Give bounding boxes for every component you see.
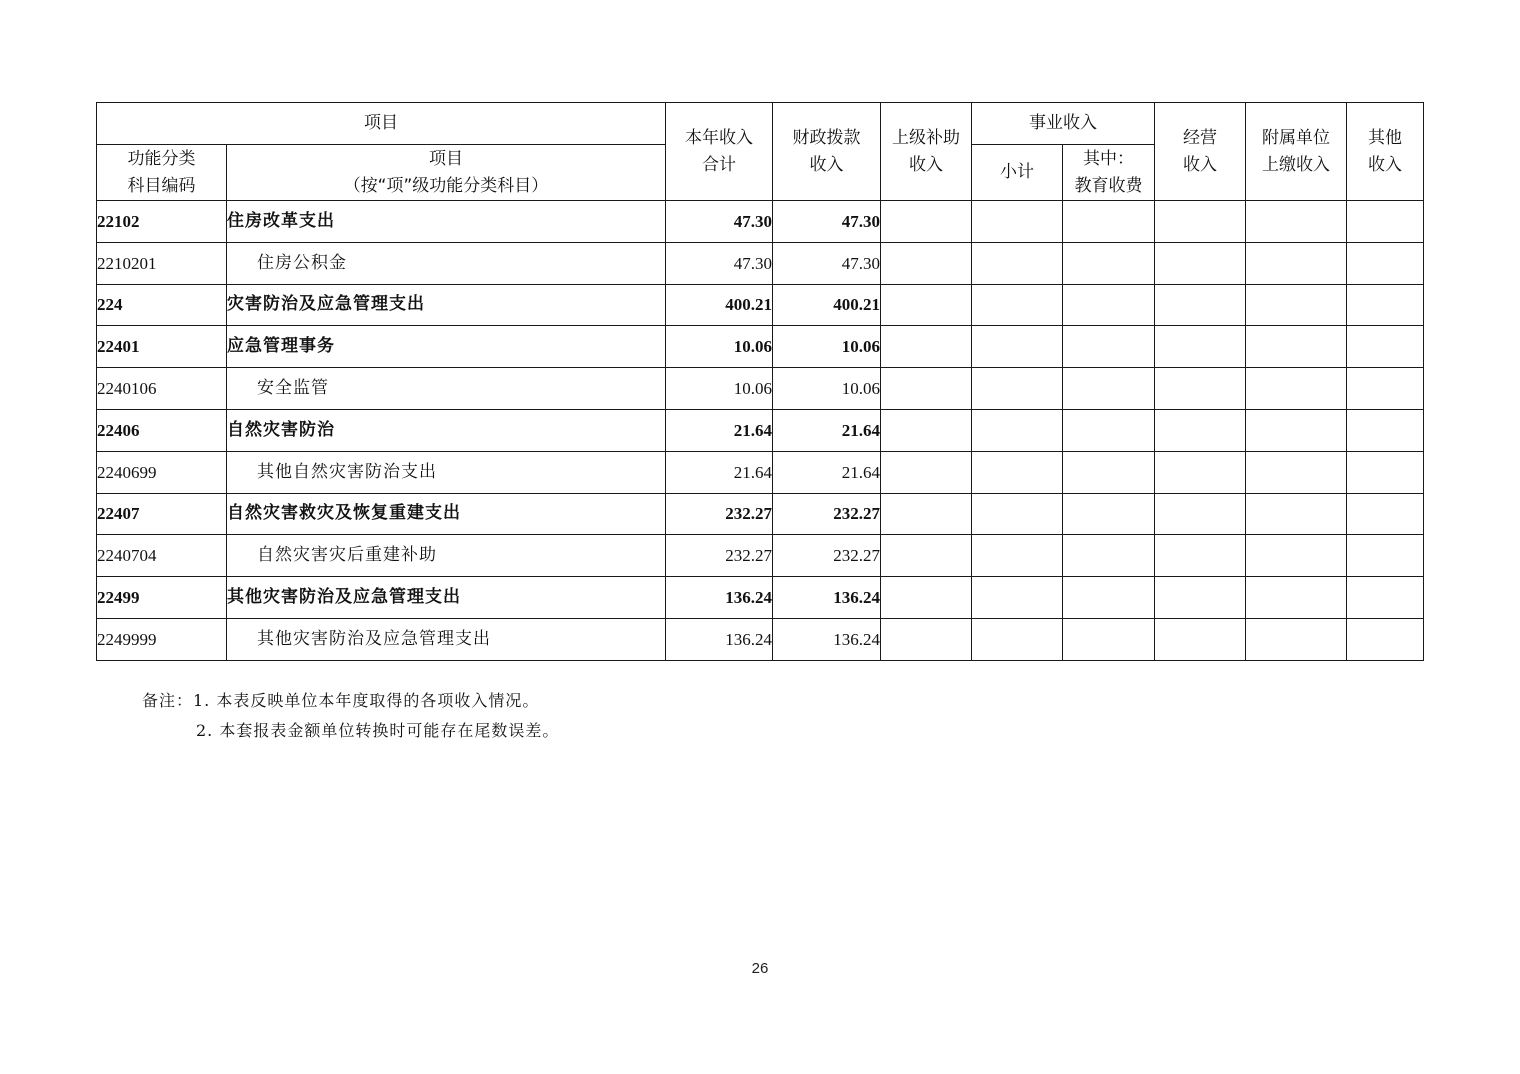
- row-business-education: [1063, 242, 1155, 284]
- row-other-income: [1347, 326, 1424, 368]
- header-business-education: 其中： 教育收费: [1063, 145, 1155, 201]
- note-line-1: 备注：1. 本表反映单位本年度取得的各项收入情况。: [142, 691, 540, 710]
- row-business-education: [1063, 535, 1155, 577]
- row-superior-subsidy: [881, 242, 972, 284]
- header-superior-subsidy: 上级补助 收入: [881, 103, 972, 201]
- row-fiscal-allocation: 21.64: [773, 451, 881, 493]
- row-superior-subsidy: [881, 326, 972, 368]
- row-fiscal-allocation: 10.06: [773, 368, 881, 410]
- row-operating-income: [1155, 409, 1246, 451]
- row-fiscal-allocation: 232.27: [773, 493, 881, 535]
- row-function-code: 22406: [97, 409, 227, 451]
- row-total-income: 10.06: [666, 368, 773, 410]
- row-other-income: [1347, 618, 1424, 660]
- header-total: 本年收入 合计: [666, 103, 773, 201]
- row-business-education: [1063, 326, 1155, 368]
- row-item-name: 自然灾害防治: [227, 409, 666, 451]
- row-superior-subsidy: [881, 493, 972, 535]
- row-operating-income: [1155, 451, 1246, 493]
- row-business-subtotal: [972, 618, 1063, 660]
- row-business-subtotal: [972, 493, 1063, 535]
- row-total-income: 232.27: [666, 535, 773, 577]
- row-item-name: 灾害防治及应急管理支出: [227, 284, 666, 326]
- table-row: [97, 242, 1424, 284]
- header-function-code: 功能分类 科目编码: [97, 145, 227, 201]
- header-operating-income: 经营 收入: [1155, 103, 1246, 201]
- row-affiliated-income: [1246, 451, 1347, 493]
- row-fiscal-allocation: 400.21: [773, 284, 881, 326]
- row-other-income: [1347, 409, 1424, 451]
- row-fiscal-allocation: 136.24: [773, 577, 881, 619]
- row-function-code: 22499: [97, 577, 227, 619]
- table-body: [97, 201, 1424, 661]
- row-superior-subsidy: [881, 201, 972, 243]
- row-affiliated-income: [1246, 368, 1347, 410]
- row-business-education: [1063, 493, 1155, 535]
- header-item-name: 项目 （按“项”级功能分类科目）: [227, 145, 666, 201]
- header-other-income: 其他 收入: [1347, 103, 1424, 201]
- row-function-code: 224: [97, 284, 227, 326]
- row-business-subtotal: [972, 409, 1063, 451]
- row-other-income: [1347, 493, 1424, 535]
- row-fiscal-allocation: 21.64: [773, 409, 881, 451]
- row-business-education: [1063, 284, 1155, 326]
- row-business-education: [1063, 618, 1155, 660]
- row-item-name: 应急管理事务: [227, 326, 666, 368]
- row-function-code: 22102: [97, 201, 227, 243]
- table-row: [97, 201, 1424, 243]
- row-superior-subsidy: [881, 368, 972, 410]
- row-affiliated-income: [1246, 493, 1347, 535]
- header-row-top: [97, 103, 1424, 145]
- row-affiliated-income: [1246, 201, 1347, 243]
- row-business-education: [1063, 201, 1155, 243]
- row-fiscal-allocation: 47.30: [773, 201, 881, 243]
- row-function-code: 2240106: [97, 368, 227, 410]
- row-other-income: [1347, 242, 1424, 284]
- row-total-income: 400.21: [666, 284, 773, 326]
- header-affiliated-income: 附属单位 上缴收入: [1246, 103, 1347, 201]
- row-operating-income: [1155, 493, 1246, 535]
- row-superior-subsidy: [881, 618, 972, 660]
- table-row: [97, 451, 1424, 493]
- row-business-subtotal: [972, 201, 1063, 243]
- row-function-code: 2240699: [97, 451, 227, 493]
- income-table-container: [96, 102, 1423, 661]
- row-total-income: 136.24: [666, 618, 773, 660]
- row-operating-income: [1155, 535, 1246, 577]
- row-business-subtotal: [972, 577, 1063, 619]
- row-fiscal-allocation: 10.06: [773, 326, 881, 368]
- row-item-name: 自然灾害灾后重建补助: [227, 535, 666, 577]
- row-operating-income: [1155, 618, 1246, 660]
- row-other-income: [1347, 201, 1424, 243]
- row-fiscal-allocation: 47.30: [773, 242, 881, 284]
- row-function-code: 2249999: [97, 618, 227, 660]
- table-row: [97, 618, 1424, 660]
- table-row: [97, 535, 1424, 577]
- row-operating-income: [1155, 242, 1246, 284]
- row-fiscal-allocation: 136.24: [773, 618, 881, 660]
- row-business-subtotal: [972, 242, 1063, 284]
- row-function-code: 22401: [97, 326, 227, 368]
- table-row: [97, 368, 1424, 410]
- row-affiliated-income: [1246, 577, 1347, 619]
- row-other-income: [1347, 368, 1424, 410]
- row-item-name: 其他灾害防治及应急管理支出: [227, 577, 666, 619]
- row-affiliated-income: [1246, 618, 1347, 660]
- row-total-income: 136.24: [666, 577, 773, 619]
- row-item-name: 住房改革支出: [227, 201, 666, 243]
- note-line-2: 2. 本套报表金额单位转换时可能存在尾数误差。: [196, 721, 560, 740]
- row-affiliated-income: [1246, 242, 1347, 284]
- row-business-subtotal: [972, 368, 1063, 410]
- row-business-subtotal: [972, 451, 1063, 493]
- row-operating-income: [1155, 368, 1246, 410]
- table-header: [97, 103, 1424, 201]
- row-other-income: [1347, 577, 1424, 619]
- row-operating-income: [1155, 201, 1246, 243]
- table-row: [97, 493, 1424, 535]
- row-affiliated-income: [1246, 284, 1347, 326]
- notes: [142, 686, 559, 746]
- row-superior-subsidy: [881, 451, 972, 493]
- header-business-subtotal: 小计: [972, 145, 1063, 201]
- row-total-income: 21.64: [666, 451, 773, 493]
- row-other-income: [1347, 535, 1424, 577]
- row-item-name: 其他灾害防治及应急管理支出: [227, 618, 666, 660]
- row-function-code: 22407: [97, 493, 227, 535]
- table-row: [97, 326, 1424, 368]
- row-item-name: 安全监管: [227, 368, 666, 410]
- row-item-name: 其他自然灾害防治支出: [227, 451, 666, 493]
- row-business-education: [1063, 368, 1155, 410]
- header-item-group: 项目: [97, 103, 666, 145]
- row-total-income: 47.30: [666, 242, 773, 284]
- income-table: [96, 102, 1424, 661]
- row-business-education: [1063, 577, 1155, 619]
- row-business-subtotal: [972, 284, 1063, 326]
- row-other-income: [1347, 284, 1424, 326]
- header-business-income: 事业收入: [972, 103, 1155, 145]
- row-superior-subsidy: [881, 284, 972, 326]
- row-operating-income: [1155, 284, 1246, 326]
- page-number: 26: [751, 960, 769, 977]
- row-business-education: [1063, 451, 1155, 493]
- row-function-code: 2210201: [97, 242, 227, 284]
- table-row: [97, 577, 1424, 619]
- row-business-education: [1063, 409, 1155, 451]
- row-total-income: 10.06: [666, 326, 773, 368]
- row-total-income: 232.27: [666, 493, 773, 535]
- row-item-name: 住房公积金: [227, 242, 666, 284]
- row-operating-income: [1155, 326, 1246, 368]
- row-superior-subsidy: [881, 535, 972, 577]
- row-fiscal-allocation: 232.27: [773, 535, 881, 577]
- row-function-code: 2240704: [97, 535, 227, 577]
- row-total-income: 47.30: [666, 201, 773, 243]
- row-item-name: 自然灾害救灾及恢复重建支出: [227, 493, 666, 535]
- row-total-income: 21.64: [666, 409, 773, 451]
- table-row: [97, 284, 1424, 326]
- header-fiscal-allocation: 财政拨款 收入: [773, 103, 881, 201]
- table-row: [97, 409, 1424, 451]
- row-affiliated-income: [1246, 326, 1347, 368]
- row-affiliated-income: [1246, 409, 1347, 451]
- row-operating-income: [1155, 577, 1246, 619]
- row-superior-subsidy: [881, 409, 972, 451]
- row-business-subtotal: [972, 326, 1063, 368]
- row-affiliated-income: [1246, 535, 1347, 577]
- row-superior-subsidy: [881, 577, 972, 619]
- row-other-income: [1347, 451, 1424, 493]
- row-business-subtotal: [972, 535, 1063, 577]
